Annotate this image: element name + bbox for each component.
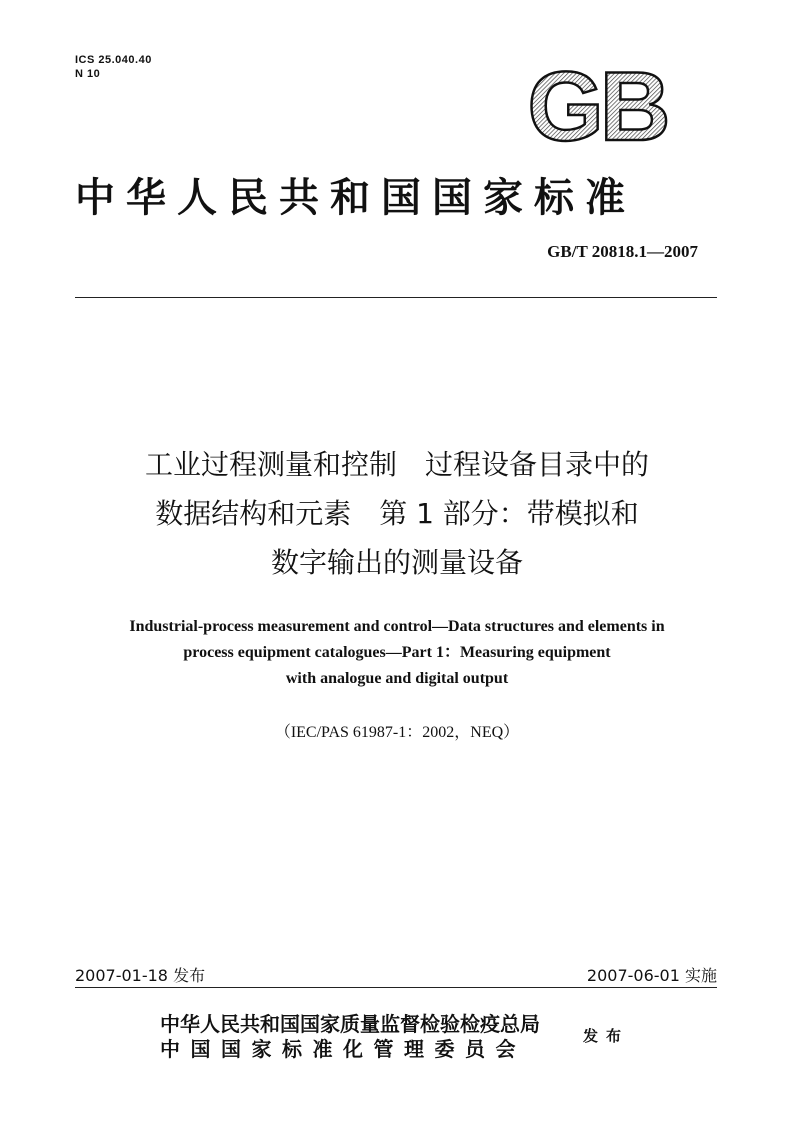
issuer-sac: 中国国家标准化管理委员会 xyxy=(160,1037,526,1061)
issue-date: 2007-01-18 发布 xyxy=(75,966,206,985)
standard-title: 中华人民共和国国家标准 xyxy=(75,174,636,221)
top-divider xyxy=(75,297,717,298)
classification-codes xyxy=(75,53,152,81)
issuing-authorities xyxy=(160,1012,540,1062)
title-cn-line-1: 工业过程测量和控制 过程设备目录中的 xyxy=(144,448,649,481)
title-en-line-1: Industrial-process measurement and control—Data structures and elements in xyxy=(129,618,665,635)
title-en-line-2: process equipment catalogues—Part 1：Measuring equipment xyxy=(183,644,611,661)
publish-label: 发布 xyxy=(583,1027,630,1045)
ics-code: ICS 25.040.40 xyxy=(75,54,152,66)
adoption-reference: （IEC/PAS 61987-1：2002，NEQ） xyxy=(274,724,520,741)
standard-number: GB/T 20818.1—2007 xyxy=(547,242,698,261)
document-title-cn xyxy=(60,440,734,587)
title-cn-line-2: 数据结构和元素 第 1 部分：带模拟和 xyxy=(155,497,639,530)
title-en-line-3: with analogue and digital output xyxy=(285,670,509,687)
title-cn-line-3: 数字输出的测量设备 xyxy=(270,546,523,579)
effective-date: 2007-06-01 实施 xyxy=(586,966,717,985)
bottom-divider xyxy=(75,987,717,988)
gb-logo xyxy=(517,60,677,155)
document-title-en xyxy=(60,614,734,692)
ccs-code: N 10 xyxy=(75,68,101,80)
gb-logo-text: GB xyxy=(527,60,667,155)
issuer-aqsiq: 中华人民共和国国家质量监督检验检疫总局 xyxy=(160,1012,540,1036)
